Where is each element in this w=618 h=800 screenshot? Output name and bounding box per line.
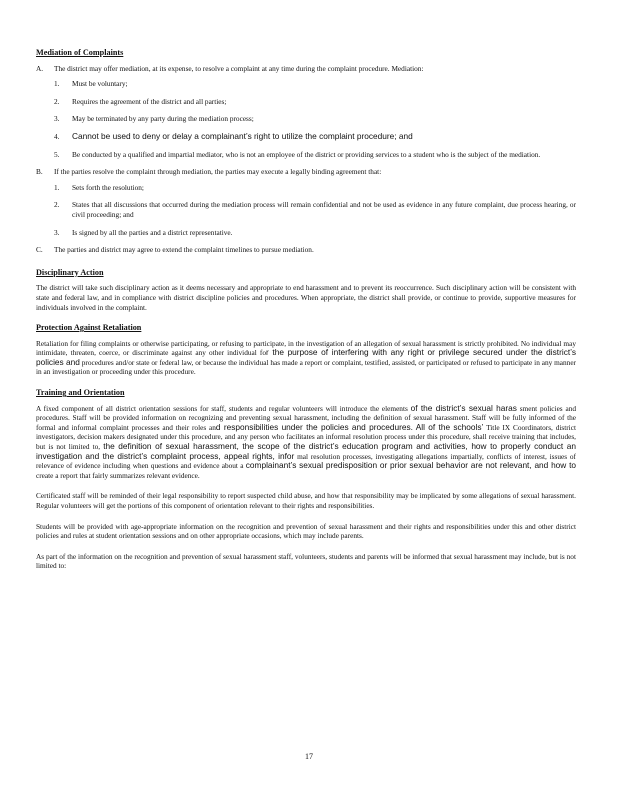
list-text: Requires the agreement of the district and all parties; [72,96,227,106]
list-item [54,79,576,89]
list-item [54,97,576,107]
list-text: May be terminated by any party during the mediation process; [72,114,254,124]
training-text: create a report that fairly summarizes relevant evidence. [36,470,200,480]
item-text: If the parties resolve the complaint through mediation, the parties may execute a legally binding agreement that: [54,167,382,177]
mediation-item-c [36,245,576,255]
mediation-b-list [54,183,576,237]
item-label: A. [36,63,44,73]
list-number: 3. [54,114,60,124]
list-number: 1. [54,182,60,192]
training-text: Title IX Coordinators, district investigators, decision makers designated under this procedure, and any person who facilitates an informal resolution process under this procedure, shall receive training that includes, but is not limited to, [36,422,576,452]
list-number: 2. [54,200,60,210]
mediation-a-list [54,79,576,159]
training-paragraph-2: Certificated staff will be reminded of their legal responsibility to report suspected child abuse, and how that responsibility may be implicated by some allegations of sexual harassment. Regular volunteers will get the portions of this component of orientation relevant to their rights and responsibilities. [36,491,576,510]
training-paragraph-3: Students will be provided with age-appropriate information on the recognition and prevention of sexual harassment and their rights and responsibilities under this and other district policies and rules at student orientation sessions and on other appropriate occasions, which may include parents. [36,521,576,541]
training-paragraph [36,404,576,481]
training-heading: Training and Orientation [36,388,125,398]
item-text: The district may offer mediation, at its expense, to resolve a complaint at any time during the complaint procedure. Mediation: [54,63,424,73]
document-page [36,48,576,582]
list-item [54,132,576,142]
retaliation-heading: Protection Against Retaliation [36,323,142,333]
disciplinary-text: The district will take such disciplinary action as it deems necessary and appropriate to end harassment and to prevent its reoccurrence. Such disciplinary action will be consistent with state and federal law, and in compliance with district discipline policies and procedures. When appropriate, the district shall provide, or continue to provide, supportive measures for individuals involved in the complaint. [36,283,576,312]
list-item [54,183,576,193]
disciplinary-heading: Disciplinary Action [36,267,104,277]
list-text: Cannot be used to deny or delay a complainant’s right to utilize the complaint procedure; and [72,130,413,141]
mediation-item-b [36,167,576,177]
list-text: Sets forth the resolution; [72,182,144,192]
list-item [54,150,576,160]
list-text: Be conducted by a qualified and impartial mediator, who is not an employee of the district or providing services to a student who is the subject of the mediation. [72,149,541,159]
training-text: of the district’s sexual haras [410,402,517,413]
retaliation-text: procedures and/or state or federal law, or because the individual has made a report or complaint, testified, assisted, or participated or refused to participate in any manner in an investigation or proceeding under this procedure. [36,357,576,377]
training-text: mal resolution processes, investigating allegations impartially, conflicts of interest, issues of relevance of evidence including when questions and evidence about a [36,451,576,471]
list-item [54,200,576,219]
list-text: States that all discussions that occurred during the mediation process will remain confidential and not be used as evidence in any future complaint, due process hearing, or civil proceeding; and [72,200,576,219]
list-number: 3. [54,227,60,237]
training-text: the definition of sexual harassment, the scope of the district’s education program and activities, how to properly conduct an investigation and the district’s complaint process, appeal rights, infor [36,441,577,461]
training-text: sment policies and procedures. Staff will be provided information on recognizing and preventing sexual harassment, including the definition of sexual harassment. Staff will be fully informed of the formal and informal complaint processes and their roles an [36,403,577,432]
list-number: 4. [54,131,60,141]
list-text: Must be voluntary; [72,79,128,89]
list-number: 5. [54,149,60,159]
list-text: Is signed by all the parties and a district representative. [72,227,233,237]
item-text: The parties and district may agree to extend the complaint timelines to pursue mediation. [54,245,314,255]
item-label: C. [36,245,43,255]
list-number: 2. [54,96,60,106]
list-number: 1. [54,79,60,89]
mediation-heading: Mediation of Complaints [36,48,124,57]
retaliation-paragraph [36,339,576,377]
mediation-item-a [36,64,576,74]
item-label: B. [36,167,43,177]
list-item [54,228,576,238]
training-text: d responsibilities under the policies and procedures. All of the schools’ [215,421,484,432]
training-paragraph-4: As part of the information on the recognition and prevention of sexual harassment staff, volunteers, students and parents will be informed that sexual harassment may include, but is not limited to: [36,551,576,571]
training-text: complainant’s sexual predisposition or prior sexual behavior are not relevant, and how to [245,460,576,471]
retaliation-text: r the purpose of interfering with any right or privilege secured under the district’s policies and [36,347,576,367]
training-text: A fixed component of all district orientation sessions for staff, students and regular volunteers will introduce the elements [36,403,408,413]
list-item [54,114,576,124]
retaliation-text: Retaliation for filing complaints or otherwise participating, or refusing to participate, in the investigation of an allegation of sexual harassment is strictly prohibited. No individual may intimidate, threaten, coerce, or discriminate against any other individual fo [36,338,576,358]
page-number: 17 [305,752,313,761]
